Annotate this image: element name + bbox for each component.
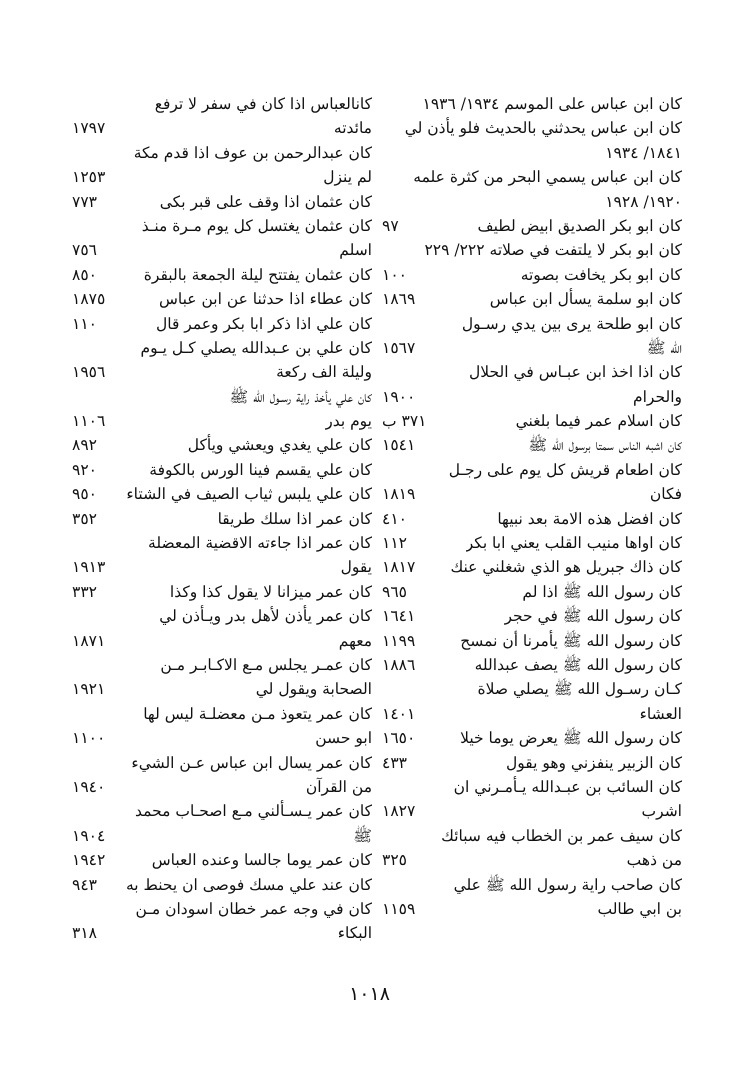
index-entry-number: ٩٧ [382,216,399,235]
index-entry [72,385,372,409]
index-entry-text: العشاء [639,704,682,723]
index-entry-number: ١٩١٣ [72,558,106,577]
index-entry [382,482,682,506]
index-entry [72,165,372,189]
index-entry [72,604,372,628]
index-entry-text: كانالعباس اذا كان في سفر لا ترفع [154,95,372,113]
index-entry-number: ١٠٠ [382,265,407,284]
index-entry-text: كان اشبه الناس سمتا برسول الله ﷺ [528,436,682,455]
index-entry-text: كان عمر اذا جاءته الاقضية المعضلة [148,534,372,553]
index-entry-number: ١٦٥٠ [382,729,416,748]
index-entry-text: كان عند علي مسك فوصى ان يحنط به [125,875,372,894]
index-entry-text: والحرام [633,387,682,406]
index-entry [72,702,372,726]
index-entry-text: كان ابن عباس يسمي البحر من كثرة علمه [413,168,682,187]
index-entry-text: كان رسول الله ﷺ يأمرنا أن نمسح [460,631,682,650]
index-entry [72,263,372,287]
index-column-right [382,92,682,921]
index-entry-number: ٩٤٣ [72,875,97,894]
index-entry-number: ٤٣٣ [382,753,407,772]
index-entry [72,214,372,238]
index-entry-number: ١١٩٩ [382,631,416,650]
index-entry-text: كان اسلام عمر فيما بلغني [515,412,682,431]
index-entry-text: فكان [649,485,682,504]
index-entry-text: كان عمر ميزانا لا يقول كذا وكذا [169,582,372,601]
index-entry [72,190,372,214]
index-entry [72,775,372,799]
index-entry [382,141,682,165]
index-entry-text: بن ابي طالب [597,899,682,918]
index-entry [72,873,372,897]
index-entry [72,751,372,775]
index-entry-number: ١٨١٩ [382,485,416,504]
index-entry [72,507,372,531]
index-entry-text: يوم بدر [325,412,372,431]
index-entry [382,92,682,116]
index-entry [382,336,682,360]
index-entry-text: كان عمر يتعوذ مـن معضلـة ليس لها [143,704,372,723]
index-entry-text: اشرب [641,802,682,821]
index-entry-text: كـان رسـول الله ﷺ يصلي صلاة [477,680,682,699]
index-entry-number: ٣١٨ [72,924,97,943]
index-entry [382,214,682,238]
index-entry-text: كان ذاك جبريل هو الذي شغلني عنك [450,558,682,577]
index-entry-number: ١٩٥٦ [72,363,106,382]
index-entry-text: كان صاحب راية رسول الله ﷺ علي [453,875,682,894]
index-entry-number: ١٩٤٢ [72,851,106,870]
index-entry-text: كان ابو بكر الصديق ابيض لطيف [477,216,682,235]
index-entry-number: ١٨٢٧ [382,802,416,821]
index-entry-text: كان علي يأخذ راية رسـول الله ﷺ [229,387,372,406]
index-entry-text: كان رسول الله ﷺ يصف عبدالله [474,655,682,674]
index-entry [72,555,372,579]
index-entry-text: ١٨٤١/ ١٩٣٤ [605,143,682,162]
index-entry [382,824,682,848]
index-entry-text: كان علي اذا ذكر ابا بكر وعمر قال [155,314,372,333]
index-entry-text: من ذهب [626,851,682,870]
index-entry-text: الله ﷺ [646,338,682,357]
index-entry-text: كان عمـر يجلس مـع الاكـابـر مـن [160,655,372,674]
index-entry [72,677,372,701]
index-entry [382,433,682,457]
index-entry-text: كان الزبير ينفزني وهو يقول [505,753,682,772]
index-entry [72,238,372,262]
index-entry-number: ١٨١٧ [382,558,416,577]
index-entry-text: اسلم [339,241,372,260]
index-entry-number: ٣٧١ ب [382,412,427,431]
index-entry-text: لم ينزل [323,168,372,187]
index-entry-text: كان علي يغدي ويعشي ويأكل [187,436,372,455]
index-entry [382,897,682,921]
index-entry-text: كان اواها منيب القلب يعني ابا بكر [465,534,682,553]
index-entry-number: ٧٥٦ [72,241,97,260]
index-entry-text: ﷺ [353,826,372,845]
index-entry-text: كان ابو بكر يخافت بصوته [520,265,682,284]
index-entry [382,848,682,872]
index-entry-text: كان عمر يأذن لأهل بدر ويـأذن لي [159,607,372,626]
index-entry [382,116,682,140]
index-entry [72,897,372,921]
index-entry [382,165,682,189]
index-entry-text: ابو حسن [315,729,372,748]
index-entry-text: كان علي يلبس ثياب الصيف في الشتاء [126,485,372,504]
index-entry-text: كان عبدالرحمن بن عوف اذا قدم مكة [133,143,372,162]
index-entry [72,921,372,945]
index-entry-number: ١١٢ [382,534,407,553]
index-entry [382,287,682,311]
index-entry-text: كان رسول الله ﷺ اذا لم [522,582,682,601]
index-entry [382,604,682,628]
index-entry [382,507,682,531]
index-entry [382,653,682,677]
index-entry-number: ١٩٠٤ [72,826,106,845]
index-entry-text: كان في وجه عمر خطان اسودان مـن [135,899,372,918]
index-entry-text: كان عمر يوما جالسا وعنده العباس [151,851,372,870]
index-entry-number: ١٦٤١ [382,607,416,626]
index-entry [382,555,682,579]
index-entry-number: ١٩٠٠ [382,387,416,406]
index-entry-text: كان عثمان يغتسل كل يوم مـرة منـذ [141,216,372,235]
index-entry [72,116,372,140]
index-entry-text: مائدته [333,119,372,138]
index-entry-text: كان علي بن عـبدالله يصلي كـل يـوم [140,338,372,357]
index-entry-text: كان ابن عباس يحدثني بالحديث فلو يأذن لي [404,119,682,138]
index-entry [72,824,372,848]
index-entry-text: كان اذا اخذ ابن عبـاس في الحلال [469,363,682,382]
index-entry-number: ٩٦٥ [382,582,407,601]
index-entry-text: كان ابو طلحة يرى بين يدي رسـول [461,314,682,333]
index-entry [72,141,372,165]
index-entry [382,873,682,897]
index-entry-text: كان عمر يـسـألني مـع اصحـاب محمد [135,802,372,821]
index-entry-number: ٩٢٠ [72,460,97,479]
index-entry [382,360,682,384]
index-entry [72,653,372,677]
index-entry-text: كان رسول الله ﷺ في حجر [504,607,682,626]
index-entry-text: من القرآن [305,777,372,796]
index-entry-text: وليلة الف ركعة [276,363,372,382]
index-entry-text: كان عطاء اذا حدثنا عن ابن عباس [158,290,372,309]
index-entry-number: ٨٩٢ [72,436,97,455]
index-entry-number: ٣٥٢ [72,509,97,528]
index-entry [72,458,372,482]
index-entry-text: كان ابو بكر لا يلتفت في صلاته ٢٢٢/ ٢٢٩ [424,241,682,260]
index-entry [382,312,682,336]
index-entry [382,775,682,799]
index-entry [72,336,372,360]
index-entry [382,629,682,653]
index-entry-number: ١٨٧١ [72,631,106,650]
index-entry-text: كان عثمان اذا وقف على قبر بكى [159,192,372,211]
index-entry-number: ١٢٥٣ [72,168,106,187]
index-entry [72,482,372,506]
index-entry-number: ١٨٧٥ [72,290,106,309]
index-entry-number: ١١٥٩ [382,899,416,918]
index-column-left [72,92,372,946]
index-entry-number: ١٨٦٩ [382,290,416,309]
index-entry [382,385,682,409]
index-entry [72,312,372,336]
index-entry [72,287,372,311]
index-entry [72,726,372,750]
index-entry-text: كان افضل هذه الامة بعد نبيها [497,509,682,528]
index-entry [382,190,682,214]
index-entry [382,263,682,287]
index-entry [72,848,372,872]
index-entry-text: يقول [340,558,372,577]
index-entry-number: ٤١٠ [382,509,407,528]
index-entry-number: ١١٠٦ [72,412,106,431]
index-entry [382,726,682,750]
index-entry [72,629,372,653]
index-entry-number: ١٩٤٠ [72,777,106,796]
index-entry-text: معهم [338,631,372,650]
index-entry-number: ٧٧٣ [72,192,97,211]
index-entry-text: كان رسول الله ﷺ يعرض يوما خيلا [460,729,682,748]
index-entry [382,458,682,482]
index-entry [382,580,682,604]
index-entry [382,531,682,555]
index-entry [72,799,372,823]
index-entry-number: ٨٥٠ [72,265,97,284]
index-entry-number: ١٤٠١ [382,704,416,723]
index-entry-text: كان ابن عباس على الموسم ١٩٣٤/ ١٩٣٦ [422,95,682,113]
index-entry [72,433,372,457]
index-entry-text: ١٩٢٠/ ١٩٢٨ [605,192,682,211]
index-entry-text: كان اطعام قريش كل يوم على رجـل [448,460,682,479]
index-entry-text: كان عمر يسال ابن عباس عـن الشيء [131,753,372,772]
index-entry-text: كان سيف عمر بن الخطاب فيه سبائك [441,826,682,845]
page-number: ١٠١٨ [349,983,390,1005]
index-entry [72,580,372,604]
index-entry-number: ١٧٩٧ [72,119,106,138]
index-entry-text: كان ابو سلمة يسأل ابن عباس [489,290,682,309]
index-entry-number: ١١٠٠ [72,729,106,748]
index-entry [382,702,682,726]
index-entry [382,799,682,823]
index-entry-number: ١١٠ [72,314,97,333]
index-entry-text: البكاء [337,924,372,943]
index-entry-number: ٣٣٢ [72,582,97,601]
index-entry [72,360,372,384]
index-entry [382,677,682,701]
index-entry-text: كان عثمان يفتتح ليلة الجمعة بالبقرة [143,265,372,284]
index-entry-text: كان علي يقسم فينا الورس بالكوفة [149,460,372,479]
index-entry [382,409,682,433]
index-entry-number: ١٨٨٦ [382,655,416,674]
index-entry-number: ١٥٤١ [382,436,416,455]
index-entry [72,531,372,555]
index-entry [382,751,682,775]
index-entry-number: ١٩٢١ [72,680,106,699]
index-entry-number: ٩٥٠ [72,485,97,504]
index-entry-number: ١٥٦٧ [382,338,416,357]
index-entry [72,409,372,433]
index-entry-text: كان السائب بن عبـدالله يـأمـرني ان [453,777,682,796]
index-entry [72,92,372,116]
index-entry-text: الصحابة ويقول لي [255,680,372,699]
index-entry [382,238,682,262]
index-entry-number: ٣٢٥ [382,851,407,870]
index-entry-text: كان عمر اذا سلك طريقا [217,509,372,528]
